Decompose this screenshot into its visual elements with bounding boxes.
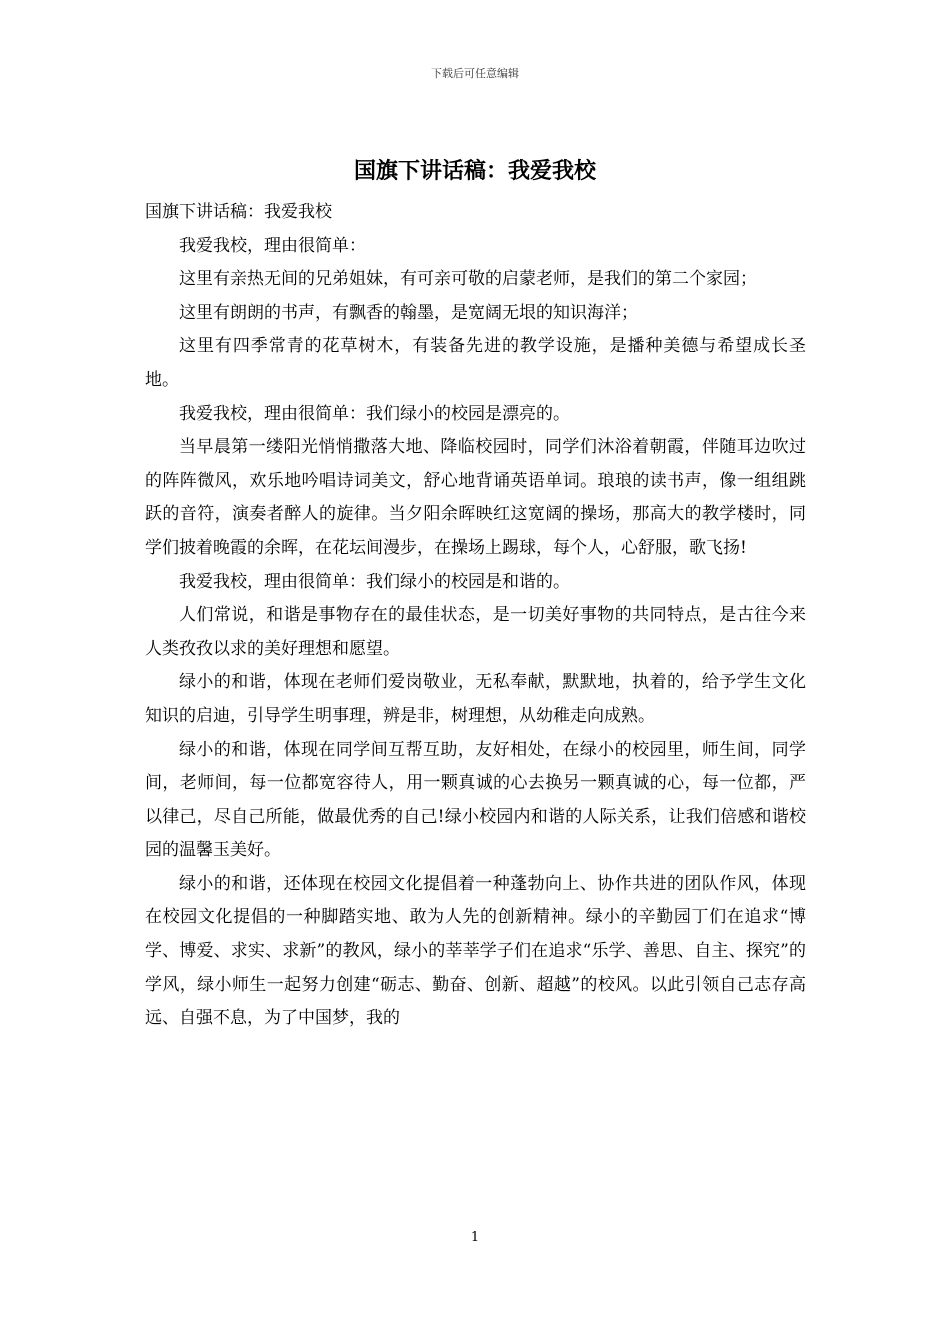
document-title: 国旗下讲话稿：我爱我校 (353, 158, 596, 184)
body-paragraph: 我爱我校，理由很简单： (179, 235, 366, 256)
body-paragraph: 绿小的和谐，体现在老师们爱岗敬业，无私奉献，默默地，执着的，给予学生文化知识的启迪，引导学生明事理，辨是非，树理想，从幼稚走向成熟。 (145, 672, 806, 726)
document-body (145, 196, 806, 1036)
body-paragraph: 当早晨第一缕阳光悄悄撒落大地、降临校园时，同学们沐浴着朝霞，伴随耳边吹过的阵阵微风，欢乐地吟唱诗词美文，舒心地背诵英语单词。琅琅的读书声，像一组组跳跃的音符，演奏者醉人的旋律。当夕阳余晖映红这宽阔的操场，那高大的教学楼时，同学们披着晚霞的余晖，在花坛间漫步，在操场上踢球，每个人，心舒服，歌飞扬! (145, 437, 806, 558)
body-paragraph: 国旗下讲话稿：我爱我校 (145, 202, 332, 222)
body-paragraph: 这里有亲热无间的兄弟姐妹，有可亲可敬的启蒙老师，是我们的第二个家园； (179, 269, 757, 290)
body-paragraph: 这里有朗朗的书声，有飘香的翰墨，是宽阔无垠的知识海洋； (179, 302, 638, 323)
body-paragraph: 我爱我校，理由很简单：我们绿小的校园是漂亮的。 (179, 403, 570, 424)
body-paragraph: 这里有四季常青的花草树木，有装备先进的教学设施，是播种美德与希望成长圣地。 (145, 336, 806, 390)
page-header-note: 下载后可任意编辑 (431, 67, 519, 80)
page-number: 1 (470, 1230, 480, 1245)
body-paragraph: 我爱我校，理由很简单：我们绿小的校园是和谐的。 (179, 571, 570, 592)
body-paragraph: 人们常说，和谐是事物存在的最佳状态，是一切美好事物的共同特点，是古往今来人类孜孜以求的美好理想和愿望。 (145, 605, 806, 659)
body-paragraph: 绿小的和谐，体现在同学间互帮互助，友好相处，在绿小的校园里，师生间，同学间，老师间，每一位都宽容待人，用一颗真诚的心去换另一颗真诚的心，每一位都，严以律己，尽自己所能，做最优秀的自己!绿小校园内和谐的人际关系，让我们倍感和谐校园的温馨玉美好。 (145, 739, 806, 861)
body-paragraph: 绿小的和谐，还体现在校园文化提倡着一种蓬勃向上、协作共进的团队作风，体现在校园文化提倡的一种脚踏实地、敢为人先的创新精神。绿小的辛勤园丁们在追求“博学、博爱、求实、求新”的教风，绿小的莘莘学子们在追求“乐学、善思、自主、探究”的学风，绿小师生一起努力创建“砺志、勤奋、创新、超越”的校风。以此引领自己志存高远、自强不息，为了中国梦，我的 (145, 873, 806, 1029)
